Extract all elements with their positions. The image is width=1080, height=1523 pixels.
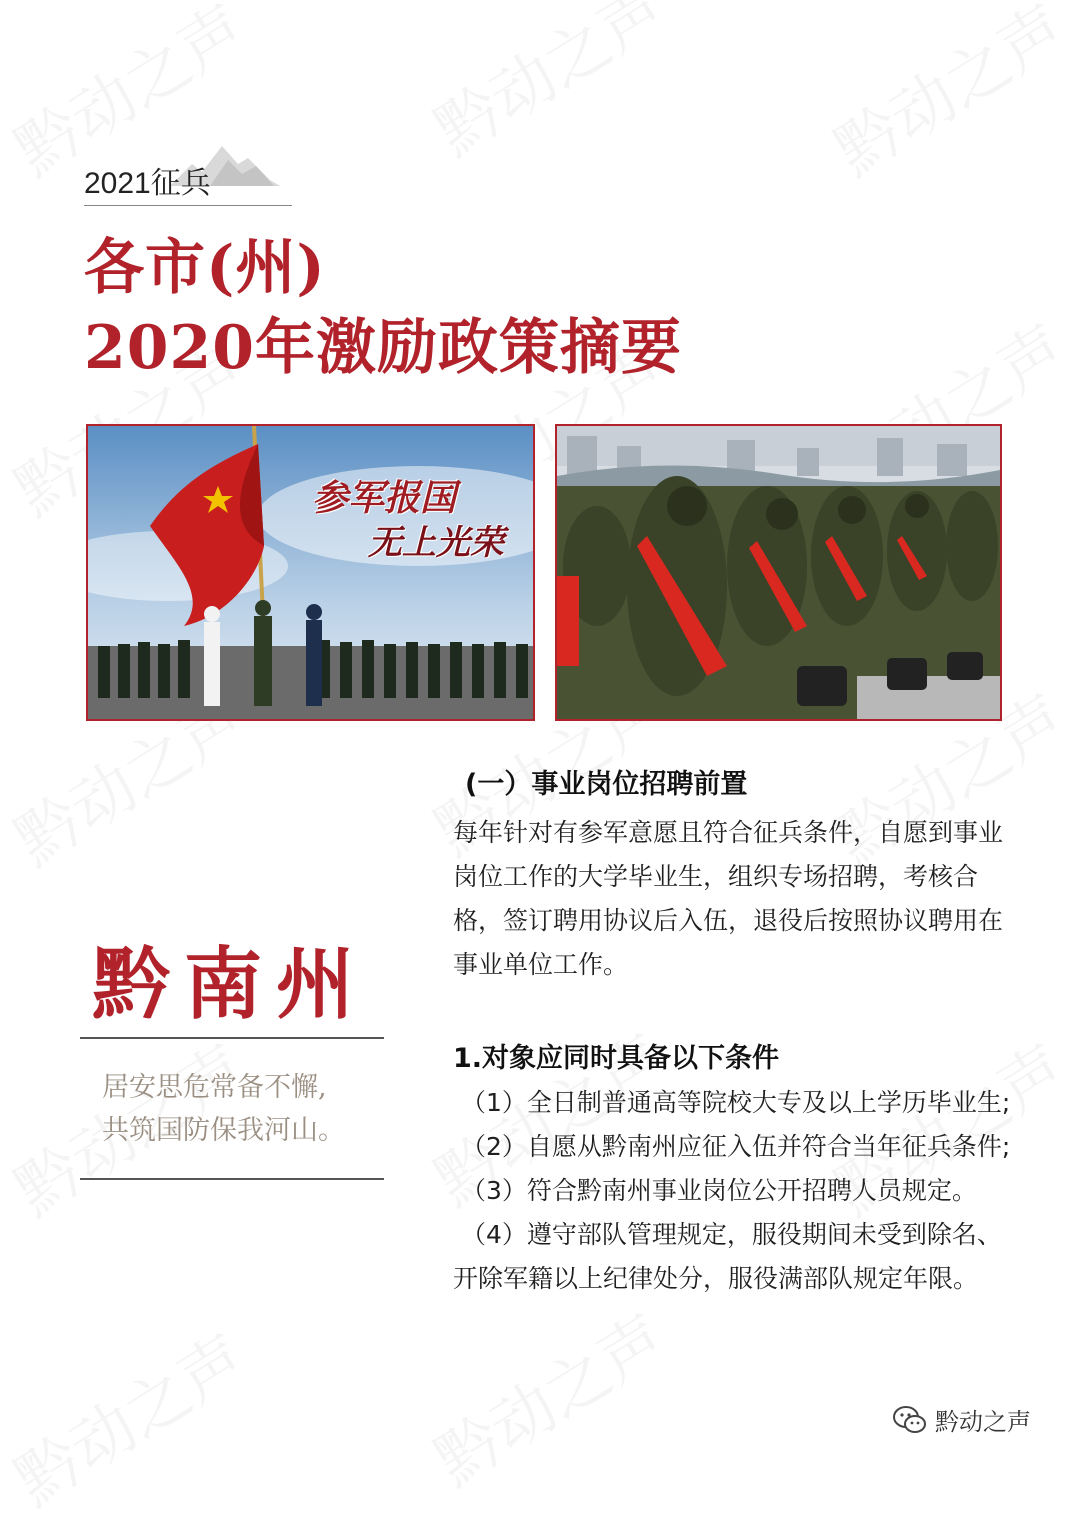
conditions-title: 1.对象应同时具备以下条件	[453, 1043, 780, 1074]
title-line-2: 2020年激励政策摘要	[84, 313, 682, 383]
tag-divider	[84, 205, 292, 206]
policy-content	[453, 762, 1023, 1301]
watermark	[0, 1309, 261, 1523]
motto-line-2: 共筑国防保我河山。	[102, 1115, 345, 1146]
footer-brand	[893, 1402, 1031, 1437]
condition-item: （1）全日制普通高等院校大专及以上学历毕业生;	[461, 1088, 1011, 1117]
honor-guard-illustration	[88, 426, 533, 719]
section-tag: 2021征兵	[84, 167, 211, 200]
region-divider-bottom	[80, 1178, 384, 1180]
motto-line-1: 居安思危常备不懈,	[102, 1072, 327, 1103]
wechat-icon	[893, 1405, 927, 1435]
condition-item: （4）遵守部队管理规定，服役期间未受到除名、开除军籍以上纪律处分，服役满部队规定年限。	[453, 1220, 1002, 1293]
condition-item: （3）符合黔南州事业岗位公开招聘人员规定。	[461, 1176, 977, 1205]
region-divider-top	[80, 1037, 384, 1039]
condition-item: （2）自愿从黔南州应征入伍并符合当年征兵条件;	[461, 1132, 1011, 1161]
watermark	[815, 0, 1080, 193]
page-title	[84, 228, 682, 388]
motto	[102, 1066, 345, 1152]
region-name: 黔南州	[92, 939, 369, 1030]
honor-guard-photo	[86, 424, 535, 721]
title-line-1: 各市(州)	[84, 233, 326, 303]
watermark	[415, 0, 681, 173]
slogan-line-1: 参军报国	[312, 477, 457, 519]
section-paragraph: 每年针对有参军意愿且符合征兵条件，自愿到事业岗位工作的大学毕业生，组织专场招聘，考核合格，签订聘用协议后入伍，退役后按照协议聘用在事业单位工作。	[453, 818, 1004, 979]
slogan-line-2: 无上光荣	[368, 523, 504, 563]
section-title: (一）事业岗位招聘前置	[465, 769, 748, 800]
footer-brand-name: 黔动之声	[935, 1408, 1031, 1436]
recruits-illustration	[557, 426, 1000, 719]
recruits-oath-photo	[555, 424, 1002, 721]
watermark	[415, 1289, 681, 1503]
